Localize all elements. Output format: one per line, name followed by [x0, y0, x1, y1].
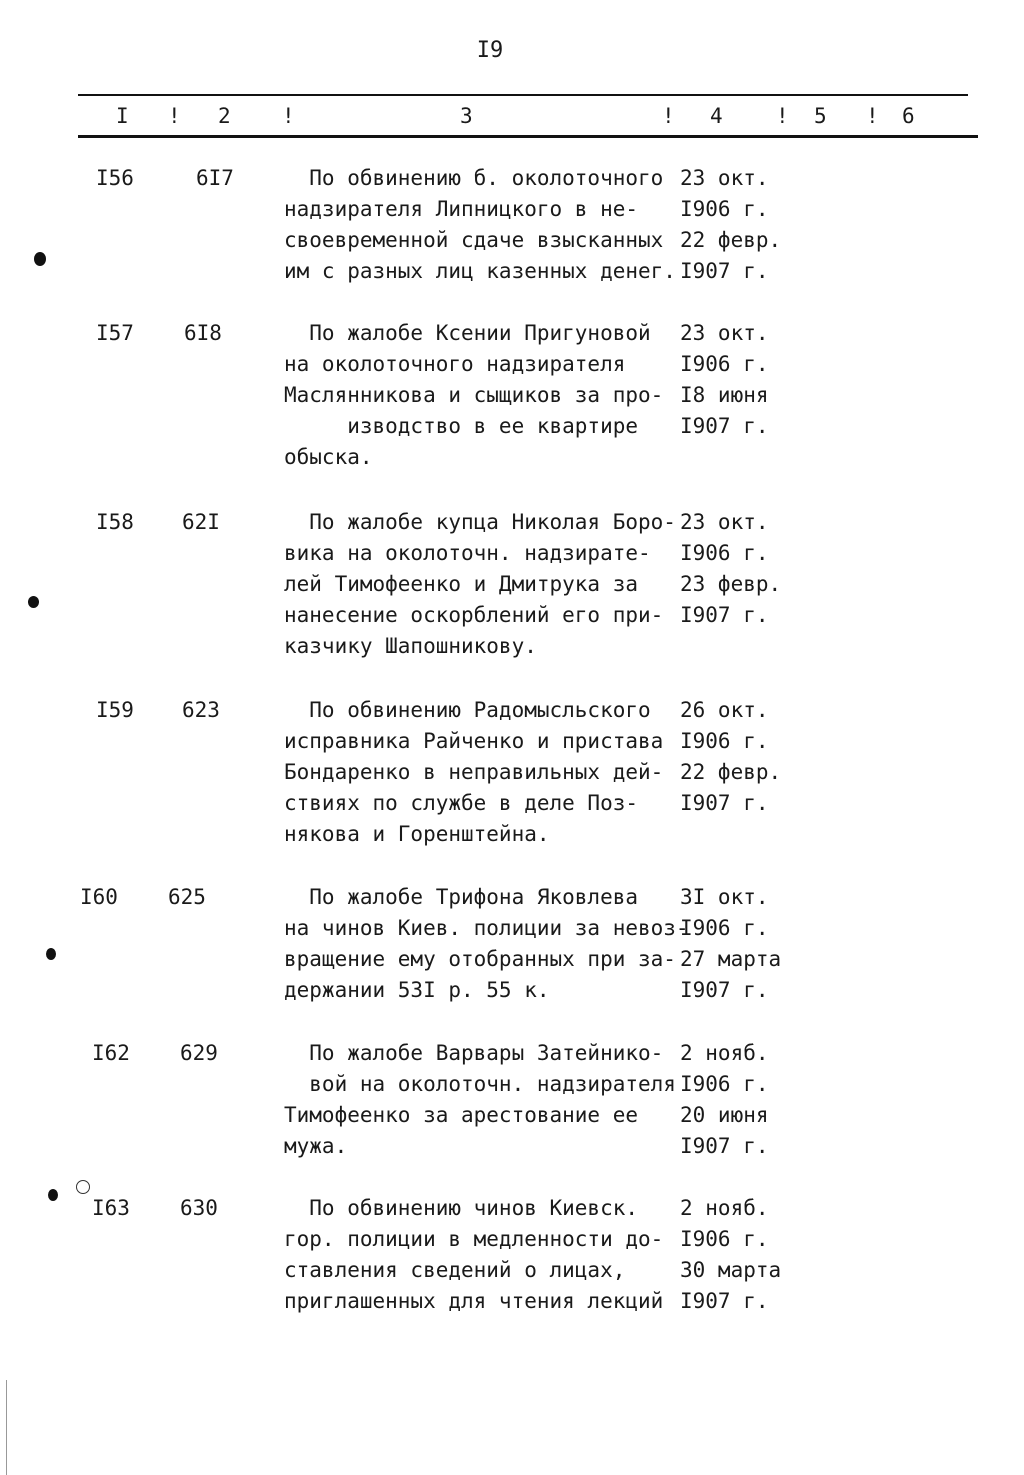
entry-dates	[680, 1038, 790, 1162]
date-line: 3I окт.	[680, 885, 769, 909]
description-line: на околоточного надзирателя	[284, 352, 626, 376]
description-line: обыска.	[284, 445, 373, 469]
description-line: на чинов Киев. полиции за невоз-	[284, 916, 689, 940]
description-line: По жалобе Трифона Яковлева	[284, 885, 639, 909]
entry-description	[284, 163, 684, 287]
description-line: надзирателя Липницкого в не-	[284, 197, 639, 221]
header-separator: !	[168, 104, 181, 128]
description-line: держании 53I р. 55 к.	[284, 978, 550, 1002]
description-line: По жалобе Варвары Затейнико-	[284, 1041, 664, 1065]
description-line: вращение ему отобранных при за-	[284, 947, 676, 971]
entry-dates	[680, 882, 790, 1006]
description-line: По обвинению б. околоточного	[284, 166, 664, 190]
date-line: I906 г.	[680, 1072, 769, 1096]
header-col-3: 3	[460, 104, 473, 128]
description-line: ствиях по службе в деле Поз-	[284, 791, 639, 815]
date-line: 2 нояб.	[680, 1041, 769, 1065]
date-line: 26 окт.	[680, 698, 769, 722]
entry-description	[284, 507, 684, 662]
entry-dates	[680, 1193, 790, 1317]
entry-description	[284, 1193, 684, 1317]
description-line: Бондаренко в неправильных дей-	[284, 760, 664, 784]
header-separator: !	[662, 104, 675, 128]
entry-number: I58	[96, 510, 134, 534]
header-col-6: 6	[902, 104, 915, 128]
date-line: 23 февр.	[680, 572, 782, 596]
date-line: 23 окт.	[680, 166, 769, 190]
description-line: приглашенных для чтения лекций	[284, 1289, 664, 1313]
case-number: 629	[180, 1041, 218, 1065]
date-line: I906 г.	[680, 1227, 769, 1251]
date-line: 22 февр.	[680, 228, 782, 252]
punch-mark	[48, 1189, 58, 1201]
scan-edge-line	[6, 1380, 7, 1475]
description-line: По жалобе купца Николая Боро-	[284, 510, 676, 534]
date-line: I907 г.	[680, 791, 769, 815]
date-line: I907 г.	[680, 259, 769, 283]
date-line: 27 марта	[680, 947, 782, 971]
date-line: 22 февр.	[680, 760, 782, 784]
description-line: своевременной сдаче взысканных	[284, 228, 664, 252]
description-line: По обвинению чинов Киевск.	[284, 1196, 639, 1220]
description-line: исправника Райченко и пристава	[284, 729, 664, 753]
description-line: им с разных лиц казенных денег.	[284, 259, 676, 283]
header-separator: !	[776, 104, 789, 128]
header-separator: !	[866, 104, 879, 128]
entry-description	[284, 695, 684, 850]
header-separator: !	[282, 104, 295, 128]
date-line: I906 г.	[680, 916, 769, 940]
entry-dates	[680, 163, 790, 287]
entry-description	[284, 882, 689, 1006]
description-line: Тимофеенко за арестование ее	[284, 1103, 639, 1127]
date-line: I907 г.	[680, 414, 769, 438]
date-line: 30 марта	[680, 1258, 782, 1282]
description-line: ставления сведений о лицах,	[284, 1258, 626, 1282]
entry-dates	[680, 507, 790, 631]
date-line: 23 окт.	[680, 321, 769, 345]
date-line: I907 г.	[680, 1134, 769, 1158]
entry-description	[284, 1038, 684, 1162]
description-line: вика на околоточн. надзирате-	[284, 541, 651, 565]
case-number: 62I	[182, 510, 220, 534]
case-number: 6I8	[184, 321, 222, 345]
punch-mark	[46, 948, 56, 960]
description-line: казчику Шапошникову.	[284, 634, 537, 658]
page-number: I9	[476, 38, 504, 63]
date-line: 2 нояб.	[680, 1196, 769, 1220]
entry-number: I56	[96, 166, 134, 190]
entry-number: I62	[92, 1041, 130, 1065]
date-line: I907 г.	[680, 603, 769, 627]
case-number: 6I7	[196, 166, 234, 190]
date-line: 23 окт.	[680, 510, 769, 534]
header-bottom-rule	[78, 135, 978, 138]
date-line: I907 г.	[680, 978, 769, 1002]
description-line: Маслянникова и сыщиков за про-	[284, 383, 664, 407]
entry-dates	[680, 695, 790, 819]
description-line: вой на околоточн. надзирателя	[284, 1072, 676, 1096]
header-col-4: 4	[710, 104, 723, 128]
case-number: 630	[180, 1196, 218, 1220]
date-line: I906 г.	[680, 729, 769, 753]
entry-dates	[680, 318, 790, 442]
entry-number: I60	[80, 885, 118, 909]
description-line: изводство в ее квартире	[284, 414, 639, 438]
description-line: По обвинению Радомысльского	[284, 698, 651, 722]
case-number: 625	[168, 885, 206, 909]
description-line: гор. полиции в медленности до-	[284, 1227, 664, 1251]
description-line: нанесение оскорблений его при-	[284, 603, 664, 627]
description-line: лей Тимофеенко и Дмитрука за	[284, 572, 639, 596]
punch-mark	[28, 596, 39, 608]
date-line: I907 г.	[680, 1289, 769, 1313]
header-col-2: 2	[218, 104, 231, 128]
header-top-rule	[78, 94, 968, 96]
date-line: I906 г.	[680, 352, 769, 376]
entry-number: I57	[96, 321, 134, 345]
header-col-5: 5	[814, 104, 827, 128]
punch-mark	[34, 252, 46, 266]
entry-number: I59	[96, 698, 134, 722]
circle-mark	[76, 1180, 90, 1194]
description-line: мужа.	[284, 1134, 348, 1158]
date-line: I906 г.	[680, 197, 769, 221]
entry-description	[284, 318, 684, 473]
date-line: I8 июня	[680, 383, 769, 407]
header-col-1: I	[116, 104, 129, 128]
description-line: някова и Горенштейна.	[284, 822, 550, 846]
description-line: По жалобе Ксении Пригуновой	[284, 321, 651, 345]
date-line: 20 июня	[680, 1103, 769, 1127]
date-line: I906 г.	[680, 541, 769, 565]
entry-number: I63	[92, 1196, 130, 1220]
case-number: 623	[182, 698, 220, 722]
